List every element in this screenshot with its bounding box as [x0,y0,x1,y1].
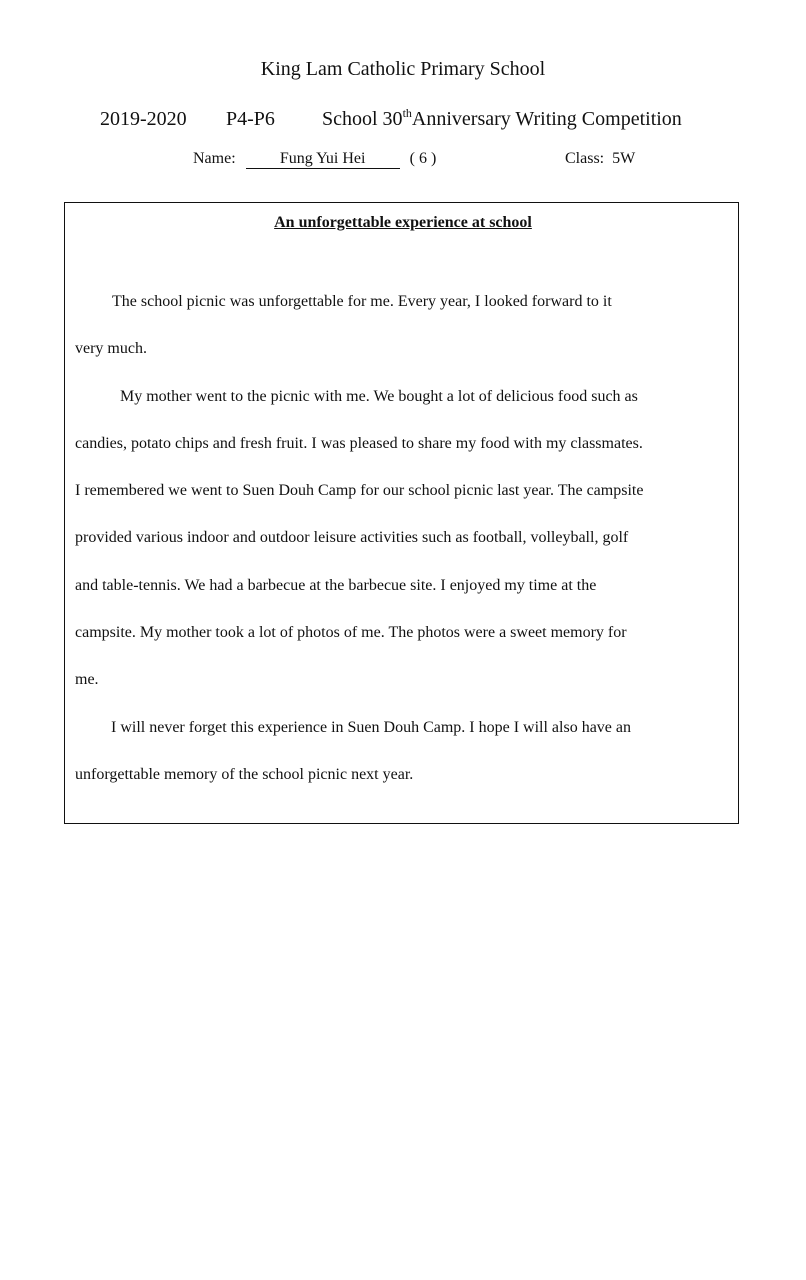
essay-line: and table-tennis. We had a barbecue at the barbecue site. I enjoyed my time at the [75,576,597,594]
class-label: Class: [565,150,605,167]
student-name-line [193,150,436,169]
student-name: Fung Yui Hei [246,151,400,169]
grade-range: P4-P6 [226,107,275,130]
essay-line: campsite. My mother took a lot of photos of me. The photos were a sweet memory for [75,624,627,642]
student-number: ( 6 ) [409,150,437,167]
essay-line: The school picnic was unforgettable for me. Every year, I looked forward to it [112,293,612,310]
essay-line: very much. [75,340,147,358]
school-name: King Lam Catholic Primary School [260,58,546,80]
competition-line [100,106,682,131]
essay-line: me. [75,671,99,689]
essay-line: provided various indoor and outdoor leisure activities such as football, volleyball, golf [75,529,629,547]
competition-title: School 30thAnniversary Writing Competition [322,106,682,130]
essay-line: I will never forget this experience in Suen Douh Camp. I hope I will also have an [111,718,632,736]
student-class-line [565,150,635,168]
essay-line: I remembered we went to Suen Douh Camp for our school picnic last year. The campsite [75,482,644,500]
essay-title: An unforgettable experience at school [274,214,532,231]
ordinal-suffix: th [402,106,412,120]
student-class: 5W [612,150,636,167]
essay-line: unforgettable memory of the school picnic next year. [75,765,414,783]
essay-line: My mother went to the picnic with me. We bought a lot of delicious food such as [120,387,638,405]
name-label: Name: [193,150,236,167]
essay-body [75,278,735,798]
academic-year: 2019-2020 [100,107,187,130]
essay-line: candies, potato chips and fresh fruit. I was pleased to share my food with my classmates. [75,434,643,452]
